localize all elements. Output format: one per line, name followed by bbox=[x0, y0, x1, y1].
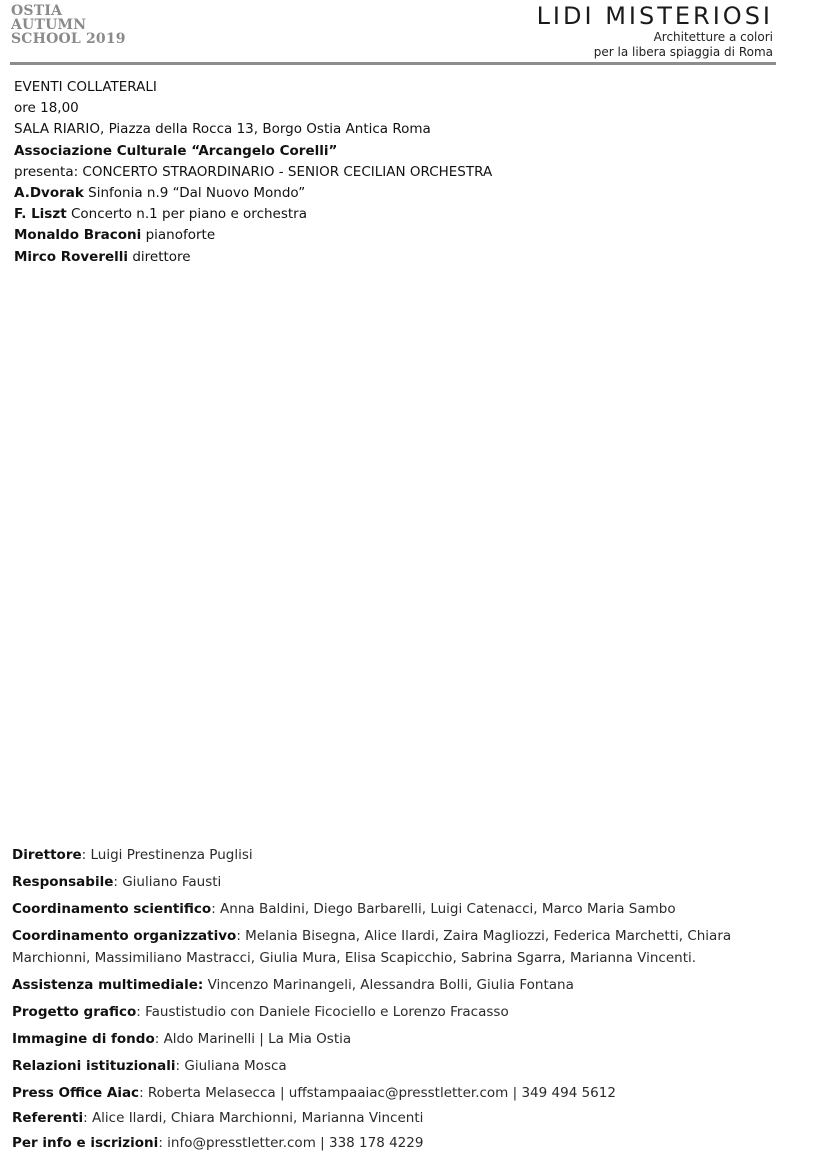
credit-value: Melania Bisegna, Alice Ilardi, Zaira Magliozzi, Federica Marchetti, Chiara Marchionni, Massimiliano Mastracci, Giulia Mura, Elisa Scapicchio, Sabrina Sgarra, Marianna Vincenti. bbox=[12, 928, 732, 966]
credit-role: Coordinamento scientifico bbox=[12, 901, 212, 917]
events-organizer bbox=[14, 141, 492, 162]
credit-role: Responsabile bbox=[12, 874, 114, 890]
credit-value: Alice Ilardi, Chiara Marchionni, Marianna Vincenti bbox=[91, 1110, 424, 1126]
program-item-name: Mirco Roverelli bbox=[14, 248, 129, 265]
credit-role: Immagine di fondo bbox=[12, 1031, 155, 1047]
program-item-detail: direttore bbox=[128, 248, 191, 265]
credit-organizational bbox=[12, 925, 782, 969]
credit-sep: : bbox=[113, 874, 123, 890]
events-presents: presenta: CONCERTO STRAORDINARIO - SENIOR CECILIAN ORCHESTRA bbox=[14, 163, 493, 180]
credit-role: Assistenza multimediale: bbox=[12, 977, 204, 993]
school-line-3: SCHOOL 2019 bbox=[11, 31, 126, 47]
credit-sep: : bbox=[83, 1110, 92, 1126]
events-section bbox=[14, 77, 492, 268]
credit-role: Press Office Aiac bbox=[12, 1085, 140, 1101]
credit-value: Giuliana Mosca bbox=[184, 1058, 287, 1074]
credit-sep: : bbox=[158, 1135, 168, 1151]
credit-value: Giuliano Fausti bbox=[122, 874, 222, 890]
credit-role: Referenti bbox=[12, 1110, 84, 1126]
program-item bbox=[14, 183, 492, 204]
program-item-name: F. Liszt bbox=[14, 206, 67, 223]
school-logo-text bbox=[11, 4, 126, 46]
credit-sep: : bbox=[136, 1004, 146, 1020]
credit-value: Anna Baldini, Diego Barbarelli, Luigi Catenacci, Marco Maria Sambo bbox=[220, 901, 676, 917]
program-item bbox=[14, 204, 492, 225]
credit-sep: : bbox=[236, 928, 246, 944]
credit-contacts bbox=[12, 1107, 782, 1129]
credit-role: Direttore bbox=[12, 847, 82, 863]
events-heading: EVENTI COLLATERALI bbox=[14, 79, 157, 95]
credit-info bbox=[12, 1132, 782, 1154]
credit-sep: : bbox=[211, 901, 221, 917]
credit-value: Roberta Melasecca | uffstampaaiac@presstletter.com | 349 494 5612 bbox=[147, 1085, 616, 1101]
program-item bbox=[14, 225, 492, 246]
credit-sep: : bbox=[154, 1031, 164, 1047]
brand-subtitle-2: per la libera spiaggia di Roma bbox=[593, 45, 773, 59]
credit-sep: : bbox=[81, 847, 91, 863]
credit-sep: : bbox=[175, 1058, 185, 1074]
credit-role: Coordinamento organizzativo bbox=[12, 928, 237, 944]
credit-value: Faustistudio con Daniele Ficociello e Lorenzo Fracasso bbox=[145, 1004, 509, 1020]
credit-role: Progetto grafico bbox=[12, 1004, 137, 1020]
organizer-name: Associazione Culturale “Arcangelo Corelli” bbox=[14, 142, 338, 159]
credit-role: Relazioni istituzionali bbox=[12, 1058, 176, 1074]
program-item-detail: Concerto n.1 per piano e orchestra bbox=[66, 206, 307, 223]
program-item-detail: pianoforte bbox=[141, 227, 216, 244]
school-line-2: AUTUMN bbox=[11, 17, 87, 33]
brand-title: LIDI MISTERIOSI bbox=[536, 2, 773, 30]
credit-value: Luigi Prestinenza Puglisi bbox=[90, 847, 253, 863]
program-item-name: A.Dvorak bbox=[14, 185, 84, 202]
credit-scientific bbox=[12, 898, 782, 920]
events-venue: SALA RIARIO, Piazza della Rocca 13, Borgo Ostia Antica Roma bbox=[14, 121, 431, 138]
credit-multimedia bbox=[12, 974, 782, 996]
credit-value: Vincenzo Marinangeli, Alessandra Bolli, Giulia Fontana bbox=[207, 977, 574, 993]
school-line-1: OSTIA bbox=[11, 3, 63, 19]
credit-value: Aldo Marinelli | La Mia Ostia bbox=[163, 1031, 352, 1047]
credits-section bbox=[12, 844, 782, 1154]
header-divider bbox=[10, 62, 776, 65]
credit-value: info@presstletter.com | 338 178 4229 bbox=[167, 1135, 424, 1151]
brand-subtitle-1: Architetture a colori bbox=[653, 30, 773, 44]
credit-director bbox=[12, 844, 782, 866]
credit-institutional bbox=[12, 1055, 782, 1077]
credit-responsible bbox=[12, 871, 782, 893]
program-item-name: Monaldo Braconi bbox=[14, 227, 142, 244]
credit-graphics bbox=[12, 1001, 782, 1023]
program-item-detail: Sinfonia n.9 “Dal Nuovo Mondo” bbox=[83, 185, 306, 202]
events-time: ore 18,00 bbox=[14, 100, 79, 117]
credit-role: Per info e iscrizioni bbox=[12, 1135, 159, 1151]
brand-block bbox=[537, 2, 773, 60]
credit-background-image bbox=[12, 1028, 782, 1050]
credit-press-office bbox=[12, 1082, 782, 1104]
program-item bbox=[14, 247, 492, 268]
credit-sep: : bbox=[139, 1085, 148, 1101]
